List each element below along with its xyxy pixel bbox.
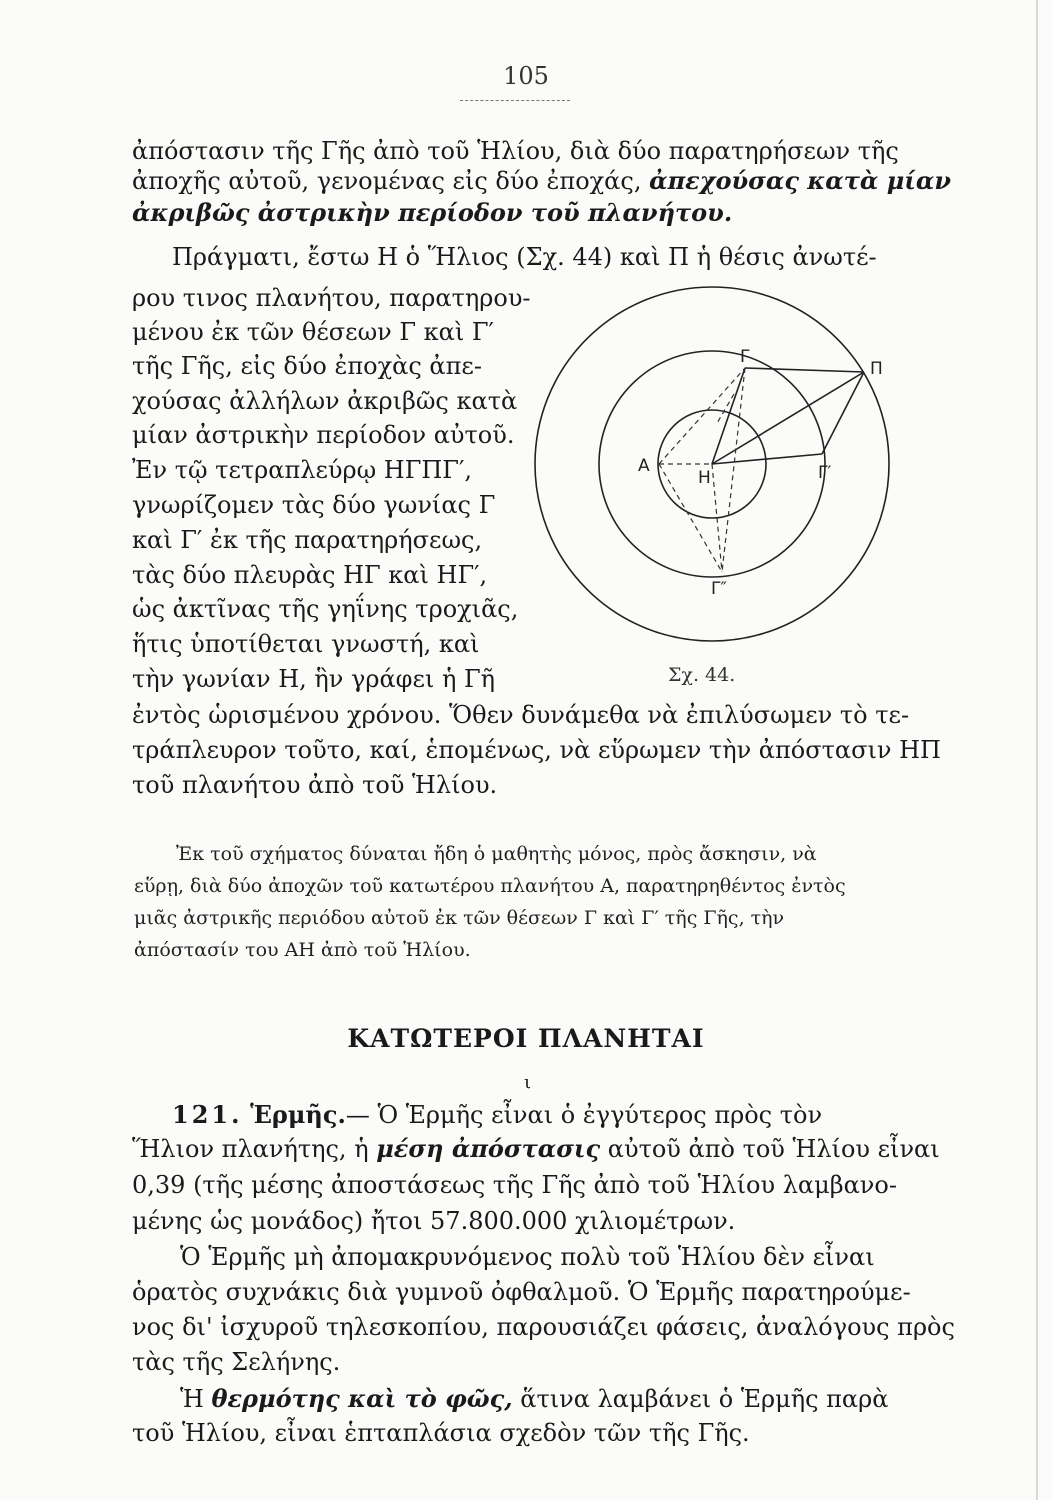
- text-line: 0,39 (τῆς μέσης ἀποστάσεως τῆς Γῆς ἀπὸ τοῦ Ἡλίου λαμβανο-: [132, 1171, 897, 1199]
- label-G1: Γ′: [818, 463, 832, 483]
- text-line: χούσας ἀλλήλων ἀκριβῶς κατὰ: [132, 387, 518, 415]
- page-number-rule: [460, 100, 570, 101]
- text-line: τοῦ Ἡλίου, εἶναι ἑπταπλάσια σχεδὸν τῶν τῆς Γῆς.: [132, 1419, 750, 1447]
- label-P: Π: [870, 359, 883, 379]
- text-line: [132, 1134, 940, 1164]
- label-H: Η: [698, 468, 711, 488]
- text-line: [132, 166, 951, 196]
- text-line: τράπλευρον τοῦτο, καί, ἑπομένως, νὰ εὕρωμεν τὴν ἀπόστασιν ΗΠ: [132, 736, 941, 764]
- text-line: ὡς ἀκτῖνας τῆς γηΐνης τροχιᾶς,: [132, 595, 519, 623]
- text-line: [180, 1384, 888, 1414]
- text-span: ἀποχῆς αὐτοῦ, γενομένας εἰς δύο ἐποχάς,: [132, 167, 650, 195]
- text-line: Ὁ Ἑρμῆς μὴ ἀπομακρυνόμενος πολὺ τοῦ Ἡλίου δὲν εἶναι: [180, 1243, 875, 1271]
- text-line: τοῦ πλανήτου ἀπὸ τοῦ Ἡλίου.: [132, 771, 498, 799]
- label-G2: Γ″: [711, 579, 727, 599]
- text-line: Ἐν τῷ τετραπλεύρῳ ΗΓΠΓ′,: [132, 456, 473, 484]
- text-line: ἀπόστασιν τῆς Γῆς ἀπὸ τοῦ Ἡλίου, διὰ δύο παρατηρήσεων τῆς: [132, 137, 899, 165]
- line-G-P: [745, 368, 864, 372]
- line-H-G1: [712, 454, 822, 464]
- text-line: ἥτις ὑποτίθεται γνωστή, καὶ: [132, 630, 480, 658]
- text-line: καὶ Γ′ ἐκ τῆς παρατηρήσεως,: [132, 526, 483, 554]
- page-edge: [1036, 0, 1038, 1500]
- text-line: μίαν ἀστρικὴν περίοδον αὐτοῦ.: [132, 421, 515, 449]
- text-line: μένης ὡς μονάδος) ἤτοι 57.800.000 χιλιομέτρων.: [132, 1207, 736, 1235]
- page-number: 105: [503, 62, 549, 90]
- text-line: ἀκριβῶς ἀστρικὴν περίοδον τοῦ πλανήτου.: [132, 198, 733, 227]
- text-line: ἐντὸς ὡρισμένου χρόνου. Ὅθεν δυνάμεθα νὰ ἐπιλύσωμεν τὸ τε-: [132, 701, 910, 729]
- text-span: ἅτινα λαμβάνει ὁ Ἑρμῆς παρὰ: [512, 1385, 889, 1413]
- note-line: ἀπόστασίν του ΑΗ ἀπὸ τοῦ Ἡλίου.: [134, 939, 471, 961]
- text-span: — Ὁ Ἑρμῆς εἶναι ὁ ἐγγύτερος πρὸς τὸν: [345, 1101, 823, 1129]
- italic-span: μέση ἀπόστασις: [376, 1134, 601, 1163]
- text-span: Ἥλιον πλανήτης, ἡ: [132, 1135, 377, 1163]
- label-A: Α: [638, 456, 650, 476]
- text-span: αὐτοῦ ἀπὸ τοῦ Ἡλίου εἶναι: [600, 1135, 940, 1163]
- text-line: ρου τινος πλανήτου, παρατηρου-: [132, 284, 531, 312]
- text-line: [172, 1100, 822, 1130]
- figure-caption: Σχ. 44.: [668, 664, 736, 686]
- dashed-A-G: [659, 368, 745, 464]
- text-line: μένου ἐκ τῶν θέσεων Γ καὶ Γ′: [132, 318, 494, 346]
- note-line: εὕρῃ, διὰ δύο ἀποχῶν τοῦ κατωτέρου πλανήτου Α, παρατηρηθέντος ἐντὸς: [134, 875, 846, 897]
- italic-span: ἀπεχούσας κατὰ μίαν: [649, 166, 952, 195]
- text-line: ὁρατὸς συχνάκις διὰ γυμνοῦ ὀφθαλμοῦ. Ὁ Ἑρμῆς παρατηρούμε-: [132, 1278, 911, 1306]
- paragraph-heading: Ἑρμῆς.: [250, 1100, 346, 1129]
- text-line: τὰς τῆς Σελήνης.: [132, 1348, 341, 1376]
- label-G: Γ: [740, 347, 750, 367]
- text-line: γνωρίζομεν τὰς δύο γωνίας Γ: [132, 491, 496, 519]
- dashed-G-G2: [722, 368, 745, 572]
- text-span: Ἡ: [180, 1385, 212, 1413]
- text-line: τὴν γωνίαν Η, ἣν γράφει ἡ Γῆ: [132, 665, 495, 693]
- orbit-diagram: [516, 278, 908, 678]
- italic-span: θερμότης καὶ τὸ φῶς,: [211, 1384, 513, 1413]
- text-line: τῆς Γῆς, εἰς δύο ἐποχὰς ἀπε-: [132, 352, 482, 380]
- note-line: μιᾶς ἀστρικῆς περιόδου αὐτοῦ ἐκ τῶν θέσεων Γ καὶ Γ′ τῆς Γῆς, τὴν: [134, 907, 785, 929]
- text-line: τὰς δύο πλευρὰς ΗΓ καὶ ΗΓ′,: [132, 561, 488, 589]
- section-mark: ι: [524, 1072, 532, 1093]
- section-title: ΚΑΤΩΤΕΡΟΙ ΠΛΑΝΗΤΑΙ: [347, 1024, 705, 1053]
- text-line: νος δι' ἰσχυροῦ τηλεσκοπίου, παρουσιάζει φάσεις, ἀναλόγους πρὸς: [132, 1313, 955, 1341]
- paragraph-number: 121.: [172, 1100, 243, 1129]
- note-line: Ἐκ τοῦ σχήματος δύναται ἤδη ὁ μαθητὴς μόνος, πρὸς ἄσκησιν, νὰ: [176, 843, 817, 865]
- text-line: Πράγματι, ἔστω Η ὁ Ἥλιος (Σχ. 44) καὶ Π ἡ θέσις ἀνωτέ-: [172, 243, 877, 271]
